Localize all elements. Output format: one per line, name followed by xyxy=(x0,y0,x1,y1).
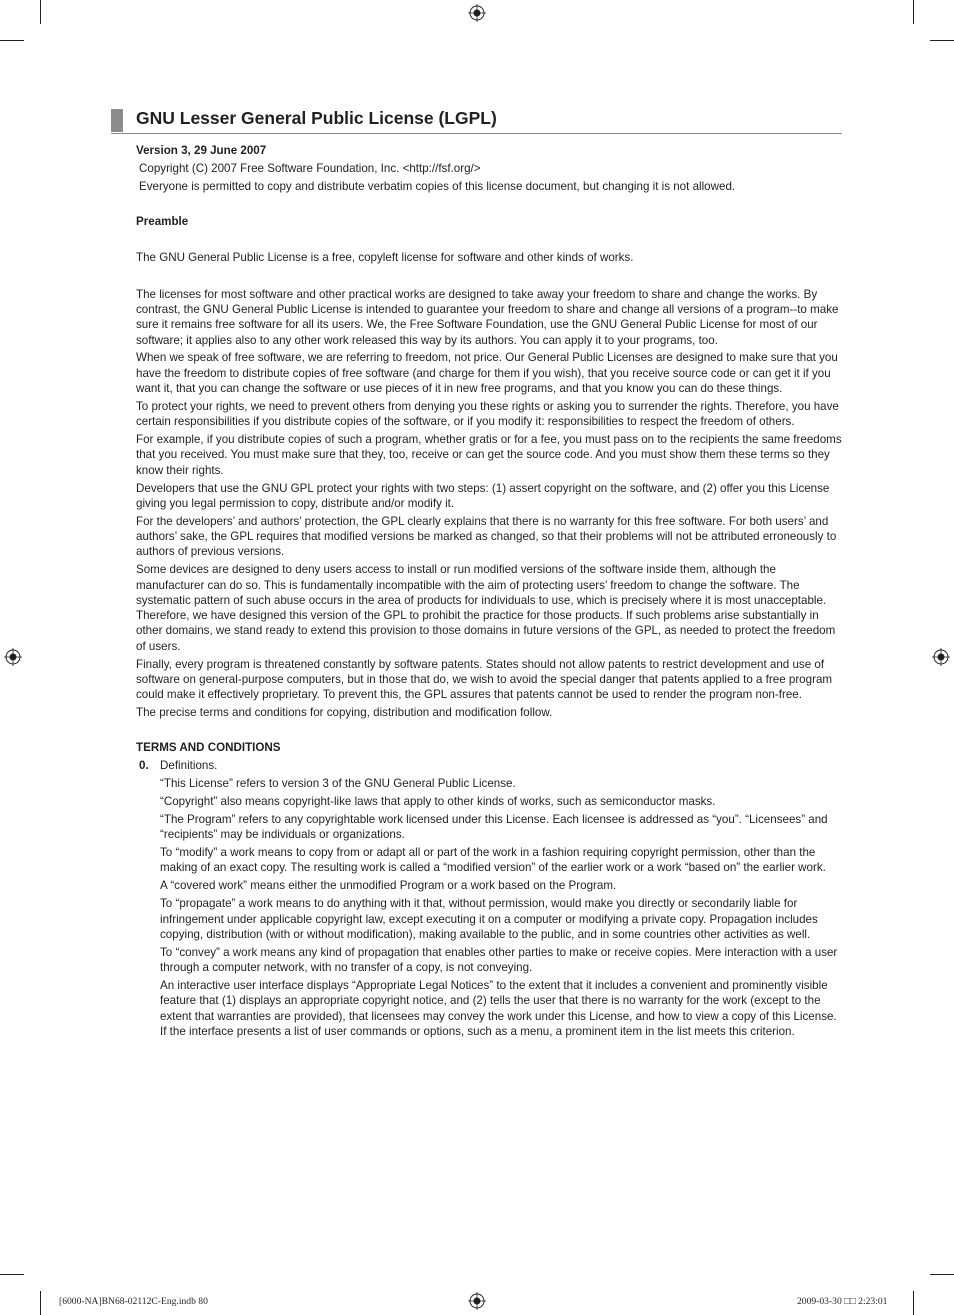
crop-mark-bottom-left-v xyxy=(40,1291,41,1315)
copyright-line: Copyright (C) 2007 Free Software Foundation, Inc. <http://fsf.org/> xyxy=(139,161,481,175)
footer-timestamp: 2009-03-30 □□ 2:23:01 xyxy=(797,1296,888,1307)
definition-item: “The Program” refers to any copyrightable work licensed under this License. Each licensee is addressed as “you”. “Licensees” and “recipients” may be individuals or organizations. xyxy=(160,813,828,842)
preamble-paragraph: The licenses for most software and other practical works are designed to take away your freedom to share and change the works. By contrast, the GNU General Public License is intended to guarantee your freedom to share and change all versions of a program--to make sure it remains free software for all its users. We, the Free Software Foundation, use the GNU General Public License for most of our software; it applies also to any other work released this way by its authors. You can apply it to your programs, too. xyxy=(136,287,839,347)
preamble-paragraph: Finally, every program is threatened constantly by software patents. States should not allow patents to restrict development and use of software on general-purpose computers, but in those that do, we wish to avoid the special danger that patents applied to a free program could make it effectively proprietary. To prevent this, the GPL assures that patents cannot be used to render the program non-free. xyxy=(136,657,833,702)
crop-mark-top-right-v xyxy=(913,0,914,24)
definitions-section xyxy=(136,758,844,1039)
preamble-paragraph: To protect your rights, we need to prevent others from denying you these rights or asking you to surrender the rights. Therefore, you have certain responsibilities if you distribute copies of the software, or if you modify it: responsibilities to respect the freedom of others. xyxy=(136,399,839,429)
license-body xyxy=(136,143,844,1039)
preamble-heading: Preamble xyxy=(136,215,189,229)
preamble-paragraph: When we speak of free software, we are referring to freedom, not price. Our General Public Licenses are designed to make sure that you have the freedom to distribute copies of free software (and charge for them if you wish), that you receive source code or can get it if you want it, that you can change the software or use pieces of it in new free programs, and that you know you can do these things. xyxy=(136,351,838,396)
crop-mark-top-left-h xyxy=(0,40,24,41)
crop-mark-top-right-h xyxy=(930,40,954,41)
page-title: GNU Lesser General Public License (LGPL) xyxy=(136,108,497,128)
definition-item: “Copyright” also means copyright-like laws that apply to other kinds of works, such as semiconductor masks. xyxy=(160,795,716,809)
terms-heading: TERMS AND CONDITIONS xyxy=(136,741,281,755)
preamble-paragraph: For example, if you distribute copies of such a program, whether gratis or for a fee, you must pass on to the recipients the same freedoms that you received. You must make sure that they, too, receive or can get the source code. And you must show them these terms so they know their rights. xyxy=(136,433,842,477)
crop-mark-bottom-right-v xyxy=(913,1291,914,1315)
registration-mark-icon xyxy=(468,4,486,22)
preamble-paragraph: Developers that use the GNU GPL protect your rights with two steps: (1) assert copyright on the software, and (2) offer you this License giving you legal permission to copy, distribute and/or modify it. xyxy=(136,481,830,510)
section-header xyxy=(111,109,842,134)
definition-item: A “covered work” means either the unmodified Program or a work based on the Program. xyxy=(160,879,617,893)
preamble-paragraph: Some devices are designed to deny users access to install or run modified versions of the software inside them, although the manufacturer can do so. This is fundamentally incompatible with the aim of protecting users’ freedom to change the software. The systematic pattern of such abuse occurs in the area of products for individuals to use, which is precisely where it is most unacceptable. Therefore, we have designed this version of the GPL to prohibit the practice for those products. If such problems arise substantially in other domains, we stand ready to extend this provision to those domains in future versions of the GPL, as needed to protect the freedom of users. xyxy=(136,563,836,653)
crop-mark-bottom-right-h xyxy=(930,1274,954,1275)
registration-mark-icon xyxy=(4,648,22,666)
crop-mark-bottom-left-h xyxy=(0,1274,24,1275)
definition-item: To “convey” a work means any kind of propagation that enables other parties to make or receive copies. Mere interaction with a user through a computer network, with no transfer of a copy, is not conveying. xyxy=(160,945,838,975)
version-line: Version 3, 29 June 2007 xyxy=(136,144,267,157)
registration-mark-icon xyxy=(468,1292,486,1310)
definitions-title: Definitions. xyxy=(160,759,218,773)
section-number: 0. xyxy=(139,759,149,773)
definition-item: “This License” refers to version 3 of the GNU General Public License. xyxy=(160,777,516,791)
preamble-paragraph: For the developers’ and authors’ protection, the GPL clearly explains that there is no warranty for this free software. For both users’ and authors’ sake, the GPL requires that modified versions be marked as changed, so that their problems will not be attributed erroneously to authors of previous versions. xyxy=(136,514,837,559)
definition-item: An interactive user interface displays “Appropriate Legal Notices” to the extent that it includes a convenient and prominently visible feature that (1) displays an appropriate copyright notice, and (2) tells the user that there is no warranty for the work (except to the extent that warranties are provided), that licensees may convey the work under this License, and how to view a copy of this License. If the interface presents a list of user commands or options, such as a menu, a prominent item in the list meets this criterion. xyxy=(160,978,837,1038)
preamble-paragraph: The precise terms and conditions for copying, distribution and modification follow. xyxy=(136,706,553,720)
definition-item: To “propagate” a work means to do anything with it that, without permission, would make you directly or secondarily liable for infringement under applicable copyright law, except executing it on a computer or modifying a private copy. Propagation includes copying, distribution (with or without modification), making available to the public, and in some countries other activities as well. xyxy=(160,897,818,941)
footer-file-info: [6000-NA]BN68-02112C-Eng.indb 80 xyxy=(59,1296,208,1307)
crop-mark-top-left-v xyxy=(40,0,41,24)
definition-item: To “modify” a work means to copy from or adapt all or part of the work in a fashion requiring copyright permission, other than the making of an exact copy. The resulting work is called a “modified version” of the earlier work or a work “based on” the earlier work. xyxy=(160,846,826,875)
registration-mark-icon xyxy=(932,648,950,666)
permission-line: Everyone is permitted to copy and distribute verbatim copies of this license document, but changing it is not allowed. xyxy=(139,179,736,193)
preamble-paragraph: The GNU General Public License is a free, copyleft license for software and other kinds of works. xyxy=(136,251,634,265)
header-marker xyxy=(111,109,123,132)
